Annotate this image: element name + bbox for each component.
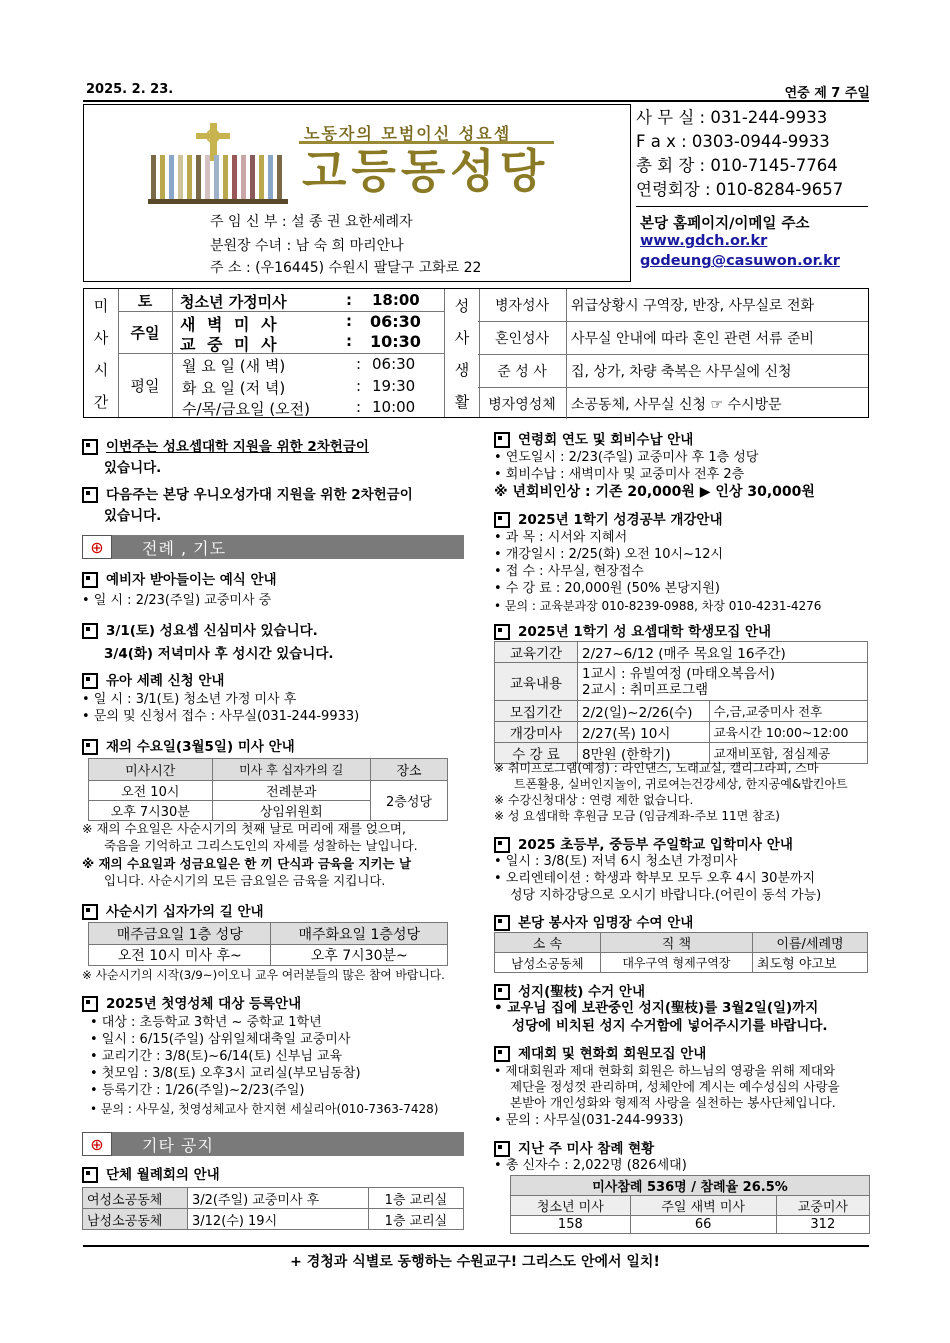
table-cell: 전례분과 xyxy=(212,781,371,801)
website-link[interactable]: www.gdch.or.kr xyxy=(640,233,768,249)
table-cell: 교육내용 xyxy=(495,663,578,701)
palm-notice: • 교우님 집에 보관중인 성지(聖枝)를 3월2일(일)까지 xyxy=(494,1000,819,1016)
footer-motto: + 경청과 식별로 동행하는 수원교구! 그리스도 안에서 일치! xyxy=(290,1254,660,1270)
section-ash-wednesday: 재의 수요일(3월5일) 미사 안내 xyxy=(82,738,295,756)
section-marker-icon xyxy=(82,439,98,455)
table-header: 주일 새벽 미사 xyxy=(630,1196,776,1216)
section-memorial: 연령회 연도 및 회비수납 안내 xyxy=(494,431,693,449)
communion-item: • 일시 : 6/15(주일) 삼위일체대축일 교중미사 xyxy=(90,1032,351,1047)
table-cell: 상임위원회 xyxy=(212,801,371,821)
colon: : xyxy=(346,332,352,350)
life-side-char: 활 xyxy=(454,392,470,411)
section-bar-label: 기타 공지 xyxy=(142,1135,214,1155)
meeting-table xyxy=(82,1187,464,1230)
mass-side-char: 사 xyxy=(93,328,109,347)
holy-hour-notice: 3/4(화) 저녁미사 후 성시간 있습니다. xyxy=(104,646,334,662)
sacrament-row xyxy=(478,355,868,388)
ash-note-2-cont: 입니다. 사순시기의 모든 금요일은 금육을 지킵니다. xyxy=(104,873,386,888)
sunday-label: 주일 xyxy=(118,311,173,354)
altar-desc: • 제대회원과 제대 현화회 회원은 하느님의 영광을 위해 제대와 xyxy=(494,1063,836,1078)
table-cell: 158 xyxy=(511,1216,631,1234)
table-cell: 3/2(주일) 교중미사 후 xyxy=(188,1188,369,1209)
weekday-mass-1-time: 06:30 xyxy=(372,355,416,373)
table-header: 장소 xyxy=(371,759,448,781)
table-cell: 66 xyxy=(630,1216,776,1234)
section-marker-icon xyxy=(82,739,98,755)
contact-fax: F a x : 0303-0944-9933 xyxy=(636,132,830,151)
ash-note-2: ※ 재의 수요일과 성금요일은 한 끼 단식과 금육을 지키는 날 xyxy=(82,856,412,871)
table-cell: 오전 10시 xyxy=(89,781,213,801)
section-marker-icon xyxy=(82,487,98,503)
section-attendance: 지난 주 미사 참례 현황 xyxy=(494,1140,654,1158)
section-first-communion: 2025년 첫영성체 대상 등록안내 xyxy=(82,995,301,1013)
table-cell: 오전 10시 미사 후~ xyxy=(89,945,271,966)
weekday-mass-2-time: 19:30 xyxy=(372,377,416,395)
cross-circle-icon: ⊕ xyxy=(82,535,112,559)
communion-item: • 대상 : 초등학교 3학년 ~ 중학교 1학년 xyxy=(90,1015,322,1030)
table-cell: 8만원 (한학기) xyxy=(578,743,710,764)
priest-line: 주 임 신 부 : 설 종 권 요한세례자 xyxy=(210,214,413,230)
college-note-3: ※ 성 요셉대학 후원금 모금 (임금계좌-주보 11면 참조) xyxy=(494,809,780,823)
colon: : xyxy=(356,355,362,373)
bulletin-date: 2025. 2. 23. xyxy=(86,82,174,97)
altar-desc-cont: 제단을 정성껏 관리하며, 성체안에 계시는 예수성심의 사랑을 xyxy=(510,1079,840,1094)
notice-2-cont: 있습니다. xyxy=(104,508,162,524)
table-cell: 오후 7시30분~ xyxy=(271,945,448,966)
sister-line: 분원장 수녀 : 남 숙 희 마리안나 xyxy=(210,238,404,254)
table-cell: 모집기간 xyxy=(495,701,578,722)
section-sunday-school: 2025 초등부, 중등부 주일학교 입학미사 안내 xyxy=(494,836,793,854)
sacrament-row xyxy=(478,289,868,322)
liturgy-section-bar xyxy=(82,535,464,559)
section-bible-study: 2025년 1학기 성경공부 개강안내 xyxy=(494,511,723,529)
section-marker-icon xyxy=(82,904,98,920)
sacrament-name: 병자영성체 xyxy=(478,388,567,419)
ash-note-1: ※ 재의 수요일은 사순시기의 첫째 날로 머리에 재를 얹으며, xyxy=(82,821,406,836)
bible-item: • 수 강 료 : 20,000원 (50% 본당지원) xyxy=(494,581,720,596)
sacrament-name: 준 성 사 xyxy=(478,355,567,387)
colon: : xyxy=(346,312,352,330)
section-stations-cross: 사순시기 십자가의 길 안내 xyxy=(82,903,264,921)
college-note-1: ※ 취미프로그램(예정) : 라인댄스, 노래교실, 캘리그라피, 스마 xyxy=(494,761,819,775)
section-bar-label: 전례 , 기도 xyxy=(142,538,227,558)
bible-item: • 문의 : 교육분과장 010-8239-0988, 차장 010-4231-4276 xyxy=(494,599,822,613)
table-cell: 1교시 : 유빌여정 (마태오복음서) xyxy=(582,665,776,682)
ash-note-1-cont: 죽음을 기억하고 그리스도인의 자세를 성찰하는 날입니다. xyxy=(104,838,418,853)
other-section-bar xyxy=(82,1132,464,1156)
liturgical-week: 연중 제 7 주일 xyxy=(784,86,870,101)
email-link[interactable]: godeung@casuwon.or.kr xyxy=(640,253,840,269)
table-cell: 312 xyxy=(776,1216,869,1234)
mass-side-char: 미 xyxy=(93,296,109,315)
contact-president: 총 회 장 : 010-7145-7764 xyxy=(636,156,838,175)
table-cell: 2층성당 xyxy=(371,781,448,821)
colon: : xyxy=(346,291,352,309)
attendance-summary: 미사참례 536명 / 참례율 26.5% xyxy=(511,1176,870,1196)
section-marker-icon xyxy=(82,673,98,689)
attendance-table xyxy=(510,1175,870,1234)
table-cell: 오후 7시30분 xyxy=(89,801,213,821)
memorial-item: • 연도일시 : 2/23(주일) 교중미사 후 1층 성당 xyxy=(494,450,759,465)
altar-desc-cont: 본받아 개인성화와 형제적 사랑을 실천하는 봉사단체입니다. xyxy=(510,1095,836,1110)
total-members: • 총 신자수 : 2,022명 (826세대) xyxy=(494,1158,687,1173)
section-marker-icon xyxy=(494,624,510,640)
table-cell: 1층 교리실 xyxy=(368,1188,463,1209)
section-marker-icon xyxy=(494,984,510,1000)
table-header: 직 책 xyxy=(600,933,752,953)
section-joseph-college: 2025년 1학기 성 요셉대학 학생모집 안내 xyxy=(494,623,771,641)
table-header: 미사 후 십자가의 길 xyxy=(212,759,371,781)
palm-notice-cont: 성당에 비치된 성지 수거함에 넣어주시기를 바랍니다. xyxy=(512,1018,828,1034)
section-marker-icon xyxy=(82,623,98,639)
church-name: 고등동성당 xyxy=(302,144,550,198)
table-cell: 교재비포함, 점심제공 xyxy=(709,743,867,764)
table-cell: 대우구역 형제구역장 xyxy=(600,953,752,973)
notice-1-cont: 있습니다. xyxy=(104,460,162,476)
college-note-1-cont: 트폰활용, 실버인지놀이, 귀로여는건강세상, 한지공예&밥킨아트 xyxy=(514,777,848,791)
mass-side-label xyxy=(84,289,119,417)
table-cell: 교육기간 xyxy=(495,642,578,663)
communion-item: • 첫모임 : 3/8(토) 오후3시 교리실(부모님동참) xyxy=(90,1066,361,1081)
weekday-mass-2: 화 요 일 (저 녁) xyxy=(182,379,286,397)
bible-item: • 개강일시 : 2/25(화) 오전 10시~12시 xyxy=(494,547,724,562)
baptism-contact: • 문의 및 신청서 접수 : 사무실(031-244-9933) xyxy=(82,709,360,724)
address-line: 주 소 : (우16445) 수원시 팔달구 고화로 22 xyxy=(210,260,482,276)
section-marker-icon xyxy=(494,512,510,528)
mass-side-char: 간 xyxy=(93,392,109,411)
table-cell: 최도형 야고보 xyxy=(753,953,868,973)
orientation-info-cont: 성당 지하강당으로 오시기 바랍니다.(어린이 동석 가능) xyxy=(510,888,822,903)
saturday-label: 토 xyxy=(118,289,173,312)
section-infant-baptism: 유아 세례 신청 안내 xyxy=(82,672,224,690)
sat-mass-time: 18:00 xyxy=(372,291,420,309)
contact-memorial: 연령회장 : 010-8284-9657 xyxy=(636,180,844,199)
communion-item: • 문의 : 사무실, 첫영성체교사 한지현 세실리아(010-7363-7428) xyxy=(90,1102,439,1116)
table-cell: 남성소공동체 xyxy=(83,1209,188,1230)
sat-mass-name: 청소년 가정미사 xyxy=(180,293,287,311)
slogan: 노동자의 모범이신 성요셉 xyxy=(304,124,512,143)
weekday-mass-1: 월 요 일 (새 벽) xyxy=(182,357,286,375)
sacrament-desc: 소공동체, 사무실 신청 ☞ 수시방문 xyxy=(571,396,782,413)
mass-side-char: 시 xyxy=(93,360,109,379)
section-marker-icon xyxy=(82,1167,98,1183)
altar-contact: • 문의 : 사무실(031-244-9933) xyxy=(494,1113,684,1128)
contact-block xyxy=(636,106,868,202)
notice-1: 이번주는 성요셉대학 지원을 위한 2차헌금이 xyxy=(82,438,369,456)
section-marker-icon xyxy=(494,432,510,448)
communion-item: • 교리기간 : 3/8(토)~6/14(토) 신부님 교육 xyxy=(90,1049,343,1064)
life-side-char: 성 xyxy=(454,296,470,315)
life-side-label xyxy=(444,289,480,417)
bible-item: • 접 수 : 사무실, 현장접수 xyxy=(494,564,644,579)
table-cell: 2/27~6/12 (매주 목요일 16주간) xyxy=(578,642,868,663)
table-cell: 수 강 료 xyxy=(495,743,578,764)
table-cell: 개강미사 xyxy=(495,722,578,743)
sun-mass1-time: 06:30 xyxy=(370,312,421,331)
college-table xyxy=(494,641,868,764)
stations-table xyxy=(88,922,448,966)
volunteer-table xyxy=(494,932,868,973)
table-cell: 남성소공동체 xyxy=(495,953,601,973)
sun-mass1-name: 새 벽 미 사 xyxy=(180,315,280,334)
section-marker-icon xyxy=(82,572,98,588)
ash-wednesday-table xyxy=(88,758,448,821)
notice-2: 다음주는 본당 우니오성가대 지원을 위한 2차헌금이 xyxy=(82,486,413,504)
sacrament-name: 병자성사 xyxy=(478,289,567,321)
table-header: 미사시간 xyxy=(89,759,213,781)
section-altar-society: 제대회 및 현화회 회원모집 안내 xyxy=(494,1045,706,1063)
college-note-2: ※ 수강신청대상 : 연령 제한 없습니다. xyxy=(494,793,694,807)
table-header: 매주화요일 1층성당 xyxy=(271,923,448,945)
sacrament-row xyxy=(478,322,868,355)
sacrament-desc: 사무실 안내에 따라 혼인 관련 서류 준비 xyxy=(571,331,815,347)
table-cell: 교육시간 10:00~12:00 xyxy=(709,722,867,743)
web-title: 본당 홈페이지/이메일 주소 xyxy=(640,216,810,232)
colon: : xyxy=(356,377,362,395)
sacrament-row xyxy=(478,388,868,419)
section-joseph-mass: 3/1(토) 성요셉 신심미사 있습니다. xyxy=(82,622,318,640)
section-marker-icon xyxy=(494,915,510,931)
contact-office: 사 무 실 : 031-244-9933 xyxy=(636,108,828,127)
table-cell: 3/12(수) 19시 xyxy=(188,1209,369,1230)
sunday-school-date: • 일시 : 3/8(토) 저녁 6시 청소년 가정미사 xyxy=(494,854,738,869)
memorial-fee: ※ 년회비인상 : 기존 20,000원 ▶ 인상 30,000원 xyxy=(494,484,815,500)
sacrament-name: 혼인성사 xyxy=(478,322,567,354)
weekday-mass-3-time: 10:00 xyxy=(372,398,416,416)
section-group-meeting: 단체 월례회의 안내 xyxy=(82,1166,220,1184)
table-cell: 수,금,교중미사 전후 xyxy=(709,701,867,722)
sun-mass2-name: 교 중 미 사 xyxy=(180,335,280,354)
sacrament-desc: 위급상황시 구역장, 반장, 사무실로 전화 xyxy=(571,298,815,314)
sacrament-desc: 집, 상가, 차량 축복은 사무실에 신청 xyxy=(571,364,792,380)
table-cell: 1층 교리실 xyxy=(368,1209,463,1230)
header-box xyxy=(83,104,631,282)
sun-mass2-time: 10:30 xyxy=(370,332,421,351)
table-header: 청소년 미사 xyxy=(511,1196,631,1216)
table-cell: 2교시 : 취미프로그램 xyxy=(582,681,709,698)
life-side-char: 사 xyxy=(454,328,470,347)
life-side-char: 생 xyxy=(454,360,470,379)
table-header: 소 속 xyxy=(495,933,601,953)
section-marker-icon xyxy=(494,1046,510,1062)
section-marker-icon xyxy=(82,996,98,1012)
cross-circle-icon: ⊕ xyxy=(82,1132,112,1156)
communion-item: • 등록기간 : 1/26(주일)~2/23(주일) xyxy=(90,1083,305,1098)
memorial-item: • 회비수납 : 새벽미사 및 교중미사 전후 2층 xyxy=(494,467,745,482)
table-cell: 2/2(일)~2/26(수) xyxy=(578,701,710,722)
table-header: 교중미사 xyxy=(776,1196,869,1216)
section-volunteer: 본당 봉사자 임명장 수여 안내 xyxy=(494,914,693,932)
section-palm-collection: 성지(聖枝) 수거 안내 xyxy=(494,983,645,1001)
table-cell: 여성소공동체 xyxy=(83,1188,188,1209)
sacrament-table xyxy=(478,289,868,419)
table-cell: 2/27(목) 10시 xyxy=(578,722,710,743)
catechumen-date: • 일 시 : 2/23(주일) 교중미사 중 xyxy=(82,593,272,608)
baptism-date: • 일 시 : 3/1(토) 청소년 가정 미사 후 xyxy=(82,692,297,707)
orientation-info: • 오리엔테이션 : 학생과 학부모 모두 오후 4시 30분까지 xyxy=(494,871,816,886)
section-marker-icon xyxy=(494,837,510,853)
table-header: 매주금요일 1층 성당 xyxy=(89,923,271,945)
stations-note: ※ 사순시기의 시작(3/9~)이오니 교우 여러분들의 많은 참여 바랍니다. xyxy=(82,968,445,982)
section-catechumen: 예비자 받아들이는 예식 안내 xyxy=(82,571,277,589)
weekday-label: 평일 xyxy=(118,353,173,417)
table-header: 이름/세례명 xyxy=(753,933,868,953)
colon: : xyxy=(356,398,362,416)
weekday-mass-3: 수/목/금요일 (오전) xyxy=(182,400,311,418)
section-marker-icon xyxy=(494,1141,510,1157)
bible-item: • 과 목 : 시서와 지혜서 xyxy=(494,530,628,545)
